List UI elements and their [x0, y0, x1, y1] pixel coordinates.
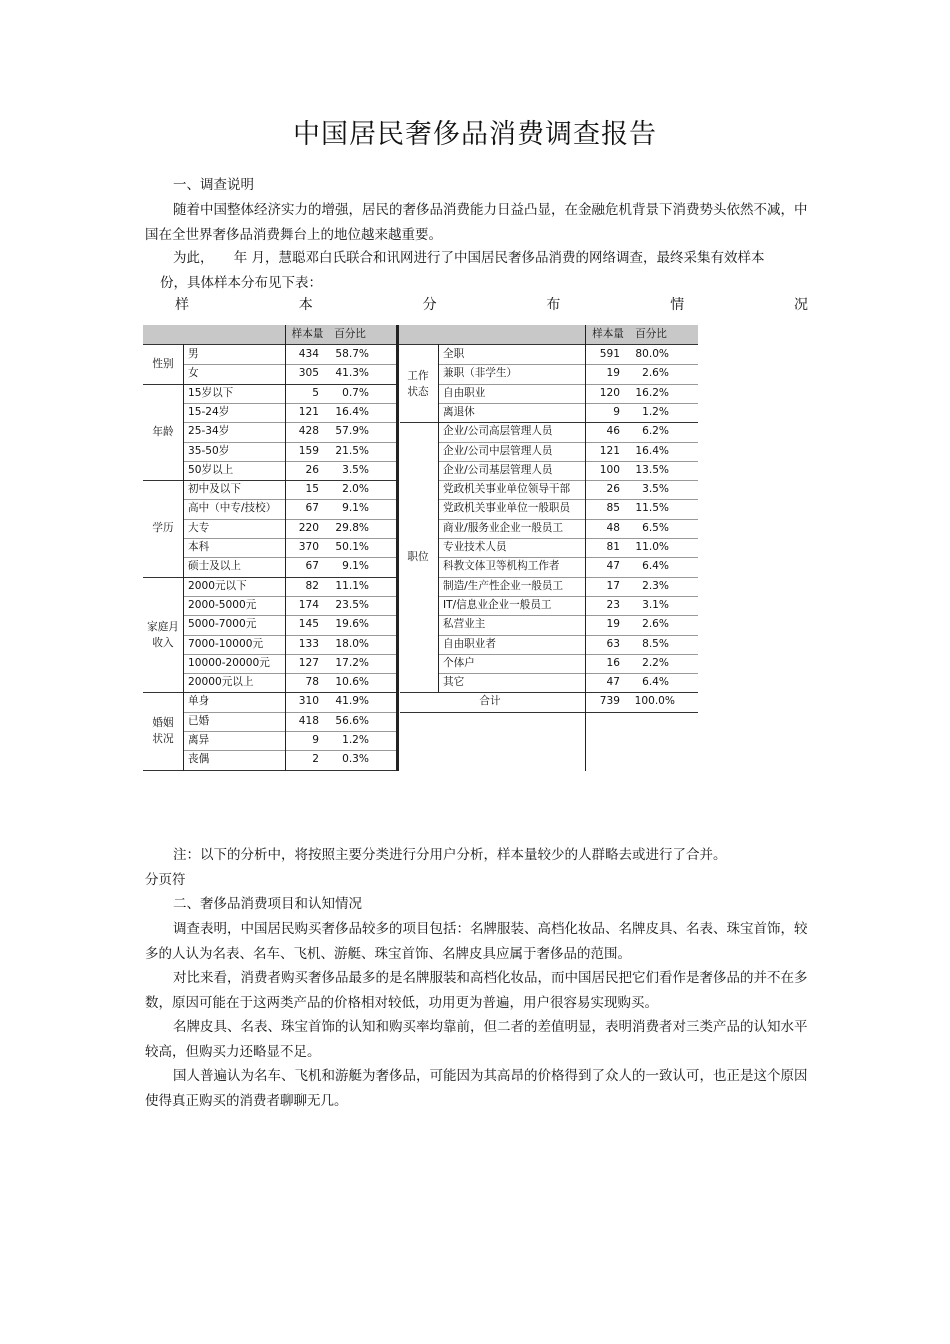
- row-sample: 127: [298, 656, 319, 669]
- document-title: 中国居民奢侈品消费调查报告: [293, 119, 657, 150]
- row-item: 高中（中专/技校）: [188, 502, 277, 515]
- row-percent: 16.2%: [635, 386, 669, 399]
- row-percent: 13.5%: [635, 463, 669, 476]
- row-percent: 9.1%: [342, 502, 369, 515]
- note: 注：以下的分析中，将按照主要分类进行分用户分析，样本量较少的人群略去或进行了合并。: [173, 847, 727, 863]
- row-item: 党政机关事业单位领导干部: [443, 483, 571, 496]
- row-percent: 29.8%: [335, 521, 369, 534]
- row-sample: 67: [305, 560, 319, 573]
- row-item: 本科: [188, 541, 210, 553]
- section2-para3: 名牌皮具、名表、珠宝首饰的认知和购买率均靠前，但二者的差值明显，表明消费者对三类产品的认知水平较高，但购买力还略显不足。: [145, 1019, 808, 1060]
- row-sample: 305: [298, 367, 319, 380]
- row-sample: 310: [298, 695, 319, 708]
- row-percent: 3.5%: [342, 463, 369, 476]
- row-percent: 18.0%: [335, 637, 369, 650]
- table-caption: [175, 294, 808, 314]
- caption-char: 样: [175, 297, 189, 313]
- row-sample: 120: [599, 386, 620, 399]
- row-sample: 133: [298, 637, 319, 650]
- group-label: [143, 715, 183, 747]
- row-percent: 0.7%: [342, 386, 369, 399]
- row-percent: 19.6%: [335, 618, 369, 631]
- row-sample: 9: [613, 405, 620, 418]
- row-item: 5000-7000元: [188, 618, 257, 631]
- section2-para4: 国人普遍认为名车、飞机和游艇为奢侈品，可能因为其高昂的价格得到了众人的一致认可，也正是这个原因使得真正购买的消费者聊聊无几。: [145, 1068, 808, 1109]
- row-percent: 17.2%: [335, 656, 369, 669]
- row-sample: 121: [298, 405, 319, 418]
- row-item: 私营业主: [443, 618, 486, 631]
- row-sample: 85: [606, 502, 620, 515]
- group-label-line: 婚姻: [152, 717, 174, 729]
- row-sample: 174: [298, 598, 319, 611]
- row-sample: 428: [298, 425, 319, 438]
- row-sample: 82: [305, 579, 319, 592]
- row-percent: 11.5%: [635, 502, 669, 515]
- caption-char: 况: [793, 297, 808, 313]
- group-label-line: 家庭月: [147, 620, 179, 633]
- row-percent: 2.0%: [342, 483, 369, 496]
- row-item: 7000-10000元: [188, 637, 264, 650]
- row-percent: 1.2%: [642, 405, 669, 418]
- row-item: 大专: [188, 521, 210, 534]
- sample-distribution-table: [143, 325, 698, 771]
- row-sample: 100: [599, 463, 620, 476]
- row-percent: 41.3%: [335, 367, 369, 380]
- row-item: 女: [188, 367, 199, 380]
- group-label: 学历: [152, 522, 174, 535]
- group-divider: [143, 770, 396, 771]
- vline-left-sample: [285, 325, 286, 771]
- row-item: 商业/服务业企业一般员工: [443, 521, 564, 534]
- row-sample: 48: [606, 521, 620, 534]
- row-percent: 16.4%: [335, 405, 369, 418]
- row-item: 50岁以上: [188, 463, 234, 476]
- row-sample: 9: [312, 734, 319, 746]
- total-label: 合计: [479, 695, 501, 708]
- row-item: 15-24岁: [188, 405, 230, 418]
- row-item: 自由职业: [443, 386, 486, 399]
- row-item: 35-50岁: [188, 444, 230, 457]
- section2-para2: 对比来看，消费者购买奢侈品最多的是名牌服装和高档化妆品，而中国居民把它们看作是奢侈品的并不在多数，原因可能在于这两类产品的价格相对较低，功用更为普遍，用户很容易实现购买。: [145, 970, 808, 1011]
- total-percent: 100.0%: [634, 695, 675, 708]
- group-label: [400, 368, 436, 400]
- row-item: 2000-5000元: [188, 598, 257, 611]
- group-label-line: 工作: [407, 369, 429, 382]
- row-sample: 47: [606, 560, 620, 573]
- row-percent: 2.2%: [642, 656, 669, 669]
- group-label: [143, 619, 183, 651]
- row-percent: 80.0%: [635, 348, 669, 360]
- section1-heading: 一、调查说明: [173, 177, 254, 193]
- row-sample: 145: [298, 618, 319, 631]
- row-percent: 23.5%: [335, 598, 369, 611]
- row-item: 科教文体卫等机构工作者: [443, 560, 560, 573]
- caption-char: 情: [670, 297, 685, 313]
- section2-para1: 调查表明，中国居民购买奢侈品较多的项目包括：名牌服装、高档化妆品、名牌皮具、名表、珠宝首饰，较多的人认为名表、名车、飞机、游艇、珠宝首饰、名牌皮具应属于奢侈品的范围。: [145, 921, 808, 962]
- row-item: 已婚: [188, 714, 210, 727]
- row-percent: 6.2%: [642, 425, 669, 438]
- row-sample: 418: [298, 714, 319, 727]
- row-item: 硕士及以上: [188, 560, 241, 573]
- header-percent-right: 百分比: [635, 328, 667, 340]
- row-item: 个体户: [443, 656, 475, 669]
- row-item: 离异: [188, 734, 210, 746]
- row-sample: 19: [606, 367, 620, 380]
- section1-para1: 随着中国整体经济实力的增强，居民的奢侈品消费能力日益凸显，在金融危机背景下消费势头依然不减，中国在全世界奢侈品消费舞台上的地位越来越重要。: [145, 202, 808, 243]
- row-item: 党政机关事业单位一般职员: [443, 502, 571, 515]
- row-percent: 8.5%: [642, 637, 669, 650]
- group-label-line: 状态: [407, 385, 429, 398]
- vline-right-sample: [585, 325, 586, 771]
- row-percent: 6.5%: [642, 521, 669, 534]
- row-percent: 1.2%: [342, 734, 369, 746]
- row-sample: 26: [305, 463, 319, 476]
- row-sample: 19: [606, 618, 620, 631]
- row-sample: 220: [298, 521, 319, 534]
- row-item: 15岁以下: [188, 386, 234, 399]
- row-sample: 15: [305, 483, 319, 496]
- row-sample: 2: [312, 753, 319, 766]
- row-percent: 21.5%: [335, 444, 369, 457]
- section1-para2b: 份，具体样本分布见下表：: [160, 275, 322, 291]
- row-item: 离退休: [443, 405, 475, 418]
- row-percent: 6.4%: [642, 676, 669, 689]
- row-sample: 5: [312, 386, 319, 399]
- group-label: 年龄: [152, 425, 174, 438]
- row-item: 10000-20000元: [188, 656, 270, 669]
- row-item: 男: [188, 348, 199, 360]
- row-percent: 2.3%: [642, 579, 669, 592]
- row-percent: 50.1%: [335, 541, 369, 553]
- vline-left-group: [183, 344, 184, 771]
- caption-char: 布: [546, 297, 561, 313]
- header-underline: [143, 344, 698, 345]
- row-percent: 6.4%: [642, 560, 669, 573]
- caption-char: 本: [298, 297, 313, 313]
- row-percent: 41.9%: [335, 695, 369, 708]
- row-percent: 3.5%: [642, 483, 669, 496]
- row-percent: 10.6%: [335, 676, 369, 689]
- row-percent: 0.3%: [342, 753, 369, 766]
- row-percent: 56.6%: [335, 714, 369, 727]
- row-item: IT/信息业企业一般员工: [443, 598, 552, 611]
- row-sample: 434: [298, 348, 319, 360]
- row-item: 企业/公司高层管理人员: [443, 425, 553, 438]
- row-sample: 47: [606, 676, 620, 689]
- section1-para2a: 为此， 年 月，慧聪邓白氏联合和讯网进行了中国居民奢侈品消费的网络调查，最终采集有效样本: [173, 250, 765, 266]
- row-item: 初中及以下: [188, 483, 241, 496]
- row-sample: 23: [606, 598, 620, 611]
- row-item: 自由职业者: [443, 637, 496, 650]
- row-item: 丧偶: [188, 753, 210, 766]
- row-item: 25-34岁: [188, 425, 230, 438]
- row-sample: 78: [305, 676, 319, 689]
- row-sample: 81: [606, 541, 620, 553]
- row-item: 全职: [443, 348, 465, 360]
- row-sample: 46: [606, 425, 620, 438]
- row-item: 企业/公司中层管理人员: [443, 444, 553, 457]
- group-label-line: 收入: [152, 636, 174, 649]
- row-sample: 67: [305, 502, 319, 515]
- row-item: 其它: [443, 676, 465, 689]
- header-percent-left: 百分比: [334, 328, 366, 340]
- header-sample-left: 样本量: [291, 328, 324, 340]
- row-sample: 159: [298, 444, 319, 457]
- group-label-line: 状况: [152, 733, 174, 745]
- row-item: 单身: [188, 695, 210, 708]
- section2-heading: 二、奢侈品消费项目和认知情况: [173, 896, 362, 912]
- row-item: 兼职（非学生）: [443, 367, 518, 380]
- row-item: 专业技术人员: [443, 541, 507, 553]
- vline-center: [396, 325, 399, 771]
- row-sample: 26: [606, 483, 620, 496]
- vline-right-group: [438, 344, 439, 692]
- row-item: 20000元以上: [188, 676, 254, 689]
- row-percent: 57.9%: [335, 425, 369, 438]
- row-item: 2000元以下: [188, 579, 247, 592]
- row-percent: 2.6%: [642, 367, 669, 380]
- row-percent: 2.6%: [642, 618, 669, 631]
- row-sample: 17: [606, 579, 620, 592]
- row-percent: 58.7%: [335, 348, 369, 360]
- row-sample: 370: [298, 541, 319, 553]
- page-break-marker: 分页符: [145, 872, 186, 888]
- row-sample: 121: [599, 444, 620, 457]
- group-label: 职位: [407, 551, 429, 564]
- row-percent: 11.1%: [335, 579, 369, 592]
- row-percent: 3.1%: [642, 598, 669, 611]
- row-item: 制造/生产性企业一般员工: [443, 579, 564, 592]
- row-item: 企业/公司基层管理人员: [443, 463, 553, 476]
- row-sample: 591: [599, 348, 620, 360]
- total-sample: 739: [599, 695, 620, 708]
- caption-char: 分: [422, 297, 437, 313]
- row-sample: 16: [606, 656, 620, 669]
- group-label: 性别: [152, 358, 174, 371]
- row-sample: 63: [606, 637, 620, 650]
- row-percent: 16.4%: [635, 444, 669, 457]
- total-divider: [400, 712, 698, 713]
- row-percent: 11.0%: [635, 541, 669, 553]
- row-percent: 9.1%: [342, 560, 369, 573]
- header-sample-right: 样本量: [592, 328, 624, 340]
